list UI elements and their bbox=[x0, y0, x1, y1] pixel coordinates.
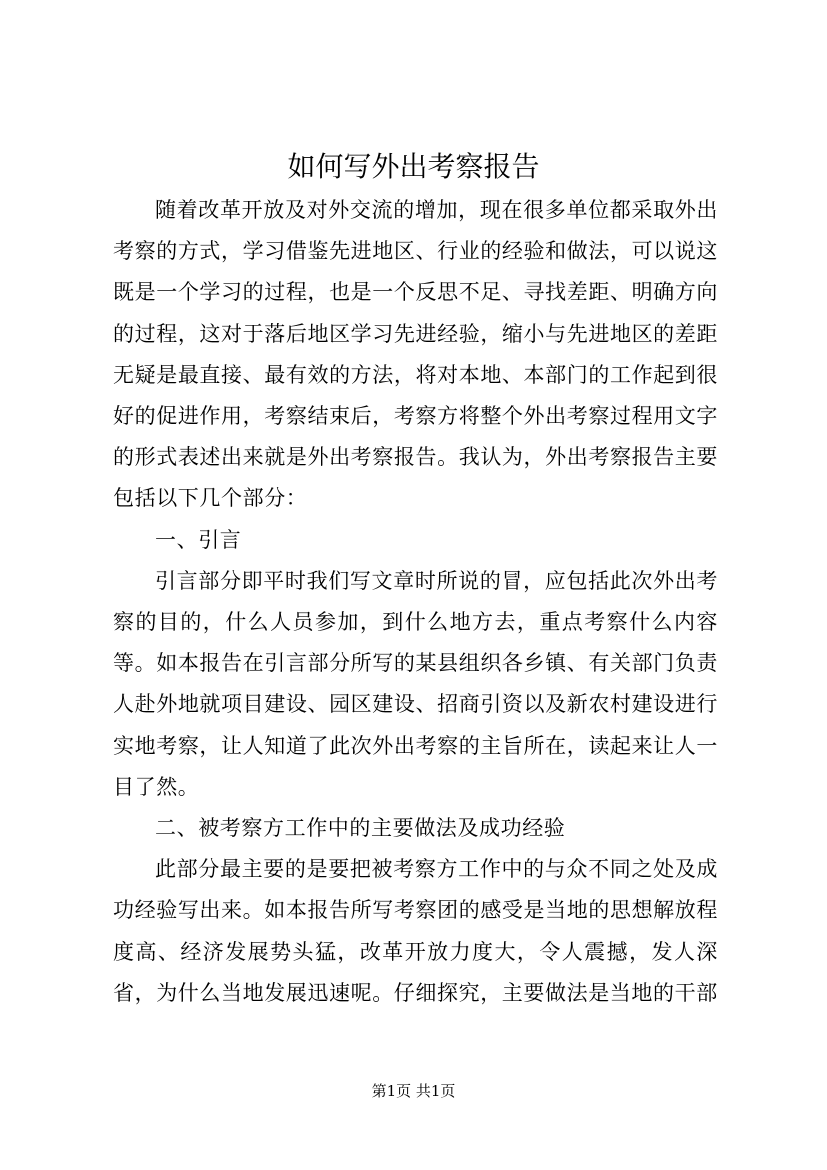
page-footer: 第1页 共1页 bbox=[371, 1082, 456, 1100]
paragraph-intro: 随着改革开放及对外交流的增加，现在很多单位都采取外出考察的方式，学习借鉴先进地区、行业的经验和做法，可以说这既是一个学习的过程，也是一个反思不足、寻找差距、明确方向的过程，这对于落后地区学习先进经验，缩小与先进地区的差距无疑是最直接、最有效的方法，将对本地、本部门的工作起到很好的促进作用，考察结束后，考察方将整个外出考察过程用文字的形式表述出来就是外出考察报告。我认为，外出考察报告主要包括以下几个部分： bbox=[113, 198, 718, 511]
document-body bbox=[113, 190, 718, 1014]
section-heading-introduction: 一、引言 bbox=[155, 527, 242, 552]
document-title: 如何写外出考察报告 bbox=[287, 150, 540, 183]
section-heading-practices: 二、被考察方工作中的主要做法及成功经验 bbox=[155, 816, 566, 841]
paragraph-practices: 此部分最主要的是要把被考察方工作中的与众不同之处及成功经验写出来。如本报告所写考察团的感受是当地的思想解放程度高、经济发展势头猛，改革开放力度大，令人震撼，发人深省，为什么当地发展迅速呢。仔细探究，主要做法是当地的干部 bbox=[113, 857, 718, 1005]
paragraph-introduction: 引言部分即平时我们写文章时所说的冒，应包括此次外出考察的目的，什么人员参加，到什么地方去，重点考察什么内容等。如本报告在引言部分所写的某县组织各乡镇、有关部门负责人赴外地就项目建设、园区建设、招商引资以及新农村建设进行实地考察，让人知道了此次外出考察的主旨所在，读起来让人一目了然。 bbox=[113, 568, 718, 799]
